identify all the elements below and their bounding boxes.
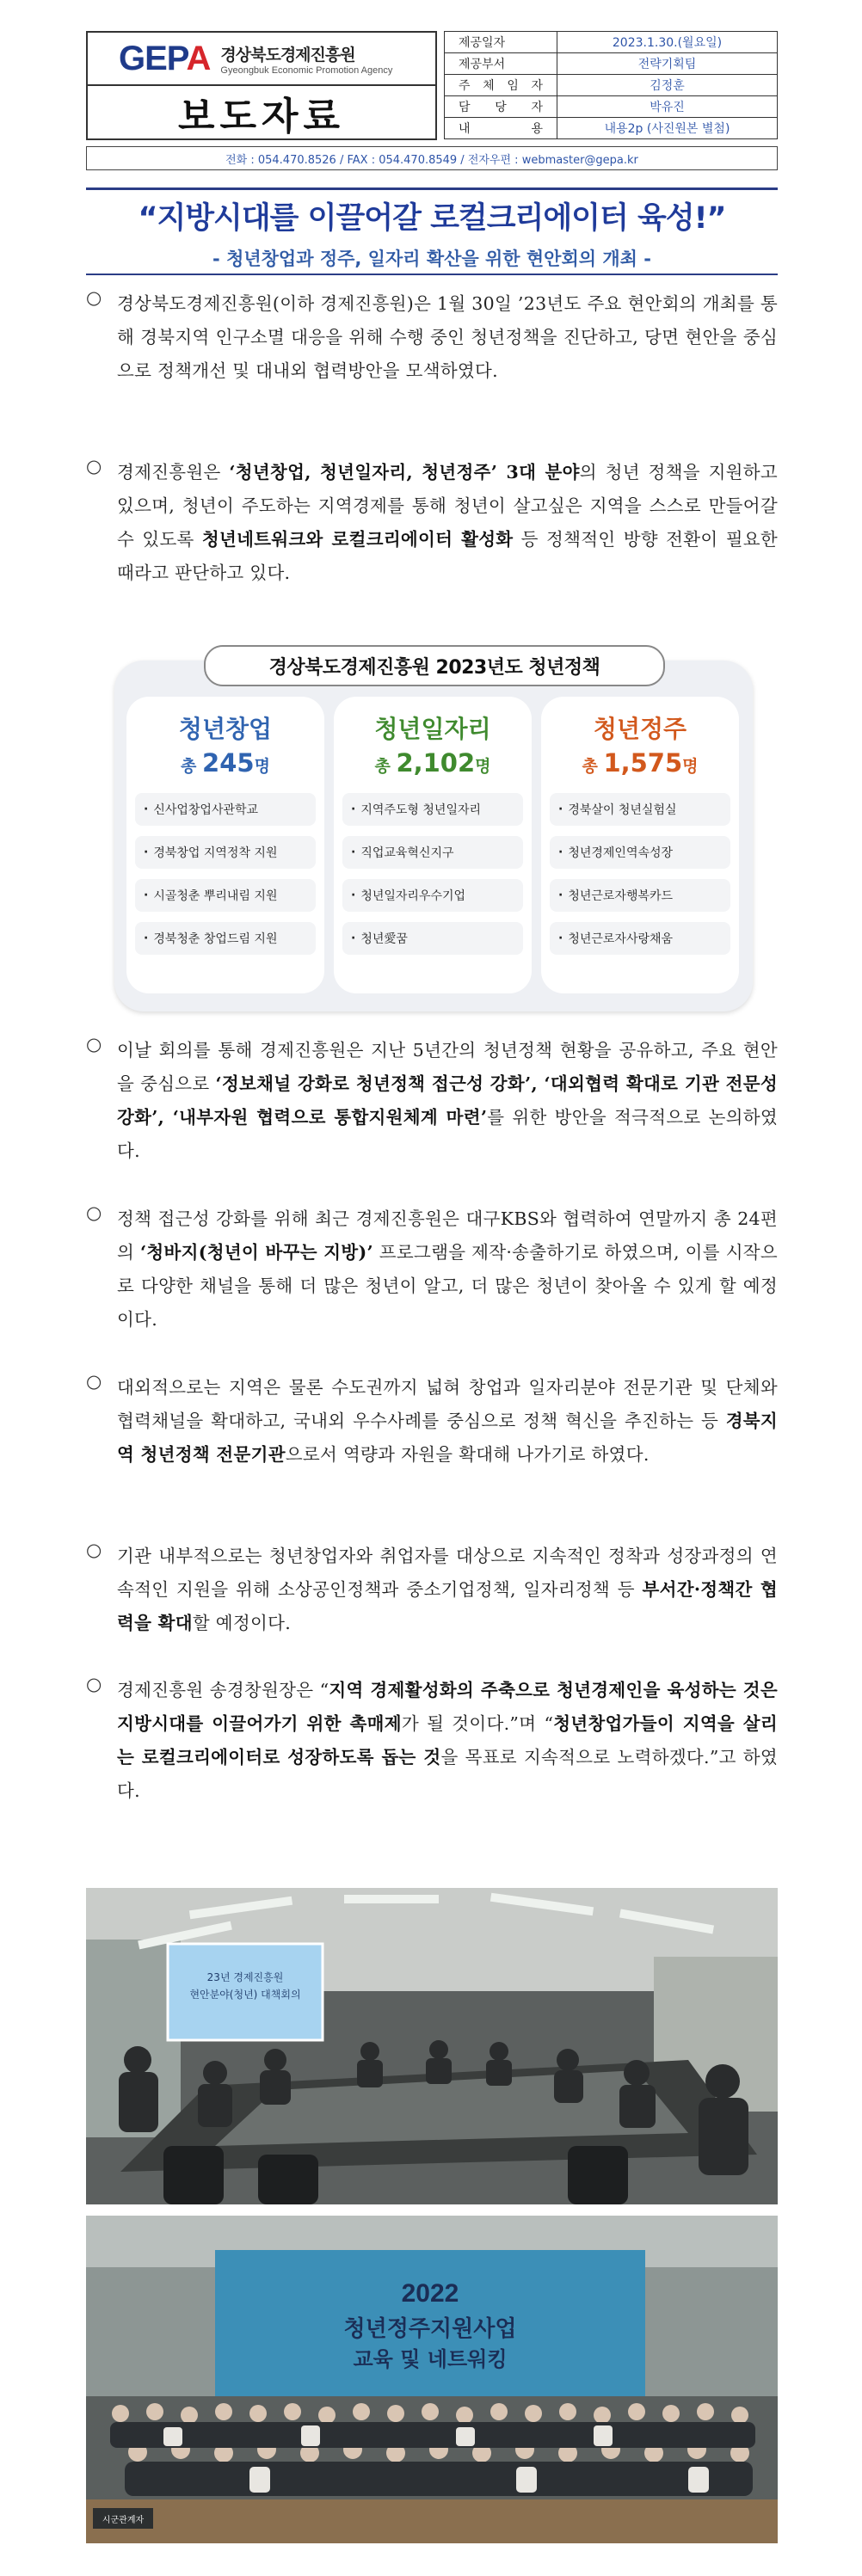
meta-table (444, 31, 778, 139)
text-run: 할 예정이다. (192, 1613, 292, 1633)
column-count (334, 748, 532, 778)
meta-label: 주 체 임 자 (445, 75, 557, 96)
program-item: · 경북창업 지역정착 지원 (135, 836, 316, 869)
text-run: 의 청년 정책을 지원하고 있으며, 청년이 주도하는 지역경제를 통해 청년이 살고싶은 지역을 스스로 만들어갈 수 있도록 (117, 462, 778, 550)
bold-run: ‘청년창업, 청년일자리, 청년정주’ 3대 분야 (229, 462, 580, 483)
paragraph-text (117, 1202, 778, 1337)
bold-run: 청년창업가들이 지역을 살리는 로컬크리에이터로 성장하도록 돕는 것 (117, 1713, 779, 1768)
wooden-floor (86, 2499, 778, 2543)
divider (86, 274, 778, 275)
org-name (220, 42, 392, 76)
meeting-photo (86, 1888, 778, 2204)
logo-text: GEPA (119, 39, 211, 77)
count-suffix: 명 (254, 757, 270, 776)
program-item: · 경북청춘 창업드림 지원 (135, 922, 316, 955)
program-item: · 시골청춘 뿌리내림 지원 (135, 879, 316, 912)
meeting-scene (86, 1888, 778, 2204)
program-item: · 신사업창업사관학교 (135, 793, 316, 826)
bold-run: 부서간·정책간 협력을 확대 (117, 1579, 778, 1633)
program-list (342, 793, 523, 965)
count-suffix: 명 (682, 757, 699, 776)
meta-row (445, 96, 778, 118)
text-run: 경제진흥원 송경창원장은 “ (117, 1680, 329, 1700)
text-run: 를 위한 방안을 적극적으로 논의하였다. (117, 1107, 778, 1161)
meta-label: 제공부서 (445, 53, 557, 75)
circle-bullet-icon: ○ (86, 1371, 102, 1392)
text-run: 등 정책적인 방향 전환이 필요한 때라고 판단하고 있다. (117, 529, 779, 583)
column-count (541, 748, 739, 778)
letterhead (86, 31, 437, 140)
program-item: · 직업교육혁신지구 (342, 836, 523, 869)
meta-label: 담 당 자 (445, 96, 557, 118)
column-title: 청년일자리 (374, 715, 491, 743)
doc-type-title: 보도자료 (177, 94, 345, 138)
text-run: 으로서 역량과 자원을 확대해 나가기로 하였다. (285, 1444, 650, 1465)
program-item: · 청년근로자행복카드 (550, 879, 730, 912)
paragraph-text (117, 1371, 778, 1472)
org-name-kr: 경상북도경제진흥원 (220, 45, 355, 65)
meta-row (445, 53, 778, 75)
meta-label: 내 용 (445, 118, 557, 139)
text-run: 대외적으로는 지역은 물론 수도권까지 넓혀 창업과 일자리분야 전문기관 및 단체와 협력채널을 확대하고, 국내외 우수사례를 중심으로 정책 혁신을 추진하는 등 (117, 1377, 778, 1431)
text-run: 이날 회의를 통해 경제진흥원은 지난 5년간의 청년정책 현황을 공유하고, 주요 현안을 중심으로 (117, 1040, 778, 1094)
count-prefix: 총 (582, 757, 604, 776)
text-run: 프로그램을 제작·송출하기로 하였으며, 이를 시작으로 다양한 채널을 통해 더 많은 청년이 알고, 더 많은 청년이 찾아올 수 있게 할 예정이다. (117, 1242, 778, 1330)
column-title: 청년정주 (593, 715, 687, 743)
screen-line-1: 23년 경제진흥원 (206, 1971, 284, 1983)
contact-bar: 전화 : 054.470.8526 / FAX : 054.470.8549 / 전자우편 : webmaster@gepa.kr (86, 146, 778, 170)
bold-run: ‘정보채널 강화로 청년정책 접근성 강화’, ‘대외협력 확대로 기관 전문성 강화’, ‘내부자원 협력으로 통합지원체계 마련’ (117, 1073, 778, 1128)
column-count (126, 748, 324, 778)
bold-run: ‘청바지(청년이 바꾸는 지방)’ (139, 1242, 373, 1263)
gepa-logo (119, 40, 210, 78)
meta-label: 제공일자 (445, 32, 557, 53)
meta-value: 전략기획팀 (557, 53, 778, 75)
paragraph-text (117, 456, 778, 590)
logo-row (88, 33, 435, 86)
program-item: · 청년경제인역속성장 (550, 836, 730, 869)
paragraph-text: 경상북도경제진흥원(이하 경제진흥원)은 1월 30일 ’23년도 주요 현안회의 개최를 통해 경북지역 인구소멸 대응을 위해 수행 중인 청년정책을 진단하고, 당면 현안을 중심으로 정책개선 및 대내외 협력방안을 모색하였다. (117, 293, 778, 381)
circle-bullet-icon: ○ (86, 1034, 102, 1054)
paragraph-text (117, 1034, 778, 1168)
meta-row (445, 75, 778, 96)
count-value: 2,102 (396, 748, 476, 778)
count-suffix: 명 (475, 757, 491, 776)
circle-bullet-icon: ○ (86, 1674, 102, 1694)
group-photo (86, 2216, 778, 2543)
circle-bullet-icon: ○ (86, 456, 102, 476)
paragraph-1 (86, 287, 778, 388)
bold-run: 지역 경제활성화의 주축으로 청년경제인을 육성하는 것은 지방시대를 이끌어가기 위한 촉매제 (117, 1680, 779, 1734)
program-item: · 청년愛꿈 (342, 922, 523, 955)
banner-line-2: 교육 및 네트워킹 (353, 2347, 508, 2371)
subheadline: - 청년창업과 정주, 일자리 확산을 위한 현안회의 개최 - (212, 249, 651, 269)
program-list (550, 793, 730, 965)
headline: “지방시대를 이끌어갈 로컬크리에이터 육성!” (138, 201, 726, 236)
paragraph-text (117, 1540, 778, 1640)
logo-accent-letter: A (186, 39, 211, 77)
paragraph-3 (86, 1034, 778, 1168)
meta-value: 내용2p (사진원본 별첨) (557, 118, 778, 139)
meta-value: 김정훈 (557, 75, 778, 96)
program-item: · 지역주도형 청년일자리 (342, 793, 523, 826)
policy-column-settlement (541, 697, 739, 993)
meta-row (445, 32, 778, 53)
circle-bullet-icon: ○ (86, 1540, 102, 1560)
text-run: 가 될 것이다.”며 “ (401, 1713, 554, 1734)
meta-value: 박유진 (557, 96, 778, 118)
circle-bullet-icon: ○ (86, 1202, 102, 1223)
group-scene (86, 2216, 778, 2543)
program-item: · 청년근로자사랑채움 (550, 922, 730, 955)
policy-column-startup (126, 697, 324, 993)
circle-bullet-icon: ○ (86, 287, 102, 308)
banner-year: 2022 (401, 2279, 459, 2308)
column-title: 청년창업 (178, 715, 273, 743)
count-value: 245 (202, 748, 255, 778)
count-prefix: 총 (374, 757, 397, 776)
policy-column-jobs (334, 697, 532, 993)
meta-value: 2023.1.30.(월요일) (557, 32, 778, 53)
banner-line-1: 청년정주지원사업 (343, 2316, 517, 2342)
org-name-en: Gyeongbuk Economic Promotion Agency (220, 65, 393, 76)
screen-line-2: 현안분야(청년) 대책회의 (189, 1989, 301, 2001)
divider (86, 188, 778, 190)
paragraph-4 (86, 1202, 778, 1337)
paragraph-7 (86, 1674, 778, 1808)
infographic-title: 경상북도경제진흥원 2023년도 청년정책 (204, 645, 665, 686)
meta-row (445, 118, 778, 139)
count-prefix: 총 (181, 757, 203, 776)
bold-run: 경북지역 청년정책 전문기관 (117, 1411, 778, 1465)
text-run: 을 목표로 지속적으로 노력하겠다.”고 하였다. (117, 1747, 778, 1801)
paragraph-text (117, 1674, 778, 1808)
program-item: · 청년일자리우수기업 (342, 879, 523, 912)
text-run: 정책 접근성 강화를 위해 최근 경제진흥원은 대구KBS와 협력하여 연말까지 총 24편의 (117, 1208, 778, 1263)
paragraph-2 (86, 456, 778, 590)
text-run: 경제진흥원은 (117, 462, 230, 483)
text-run: 기관 내부적으로는 청년창업자와 취업자를 대상으로 지속적인 정착과 성장과정의 연속적인 지원을 위해 소상공인정책과 중소기업정책, 일자리정책 등 (117, 1546, 778, 1600)
bold-run: 청년네트워크와 로컬크리에이터 활성화 (201, 529, 514, 550)
paragraph-6 (86, 1540, 778, 1640)
sign-text: 시군관계자 (102, 2516, 145, 2525)
count-value: 1,575 (603, 748, 683, 778)
program-list (135, 793, 316, 965)
paragraph-5 (86, 1371, 778, 1472)
program-item: · 경북살이 청년실험실 (550, 793, 730, 826)
